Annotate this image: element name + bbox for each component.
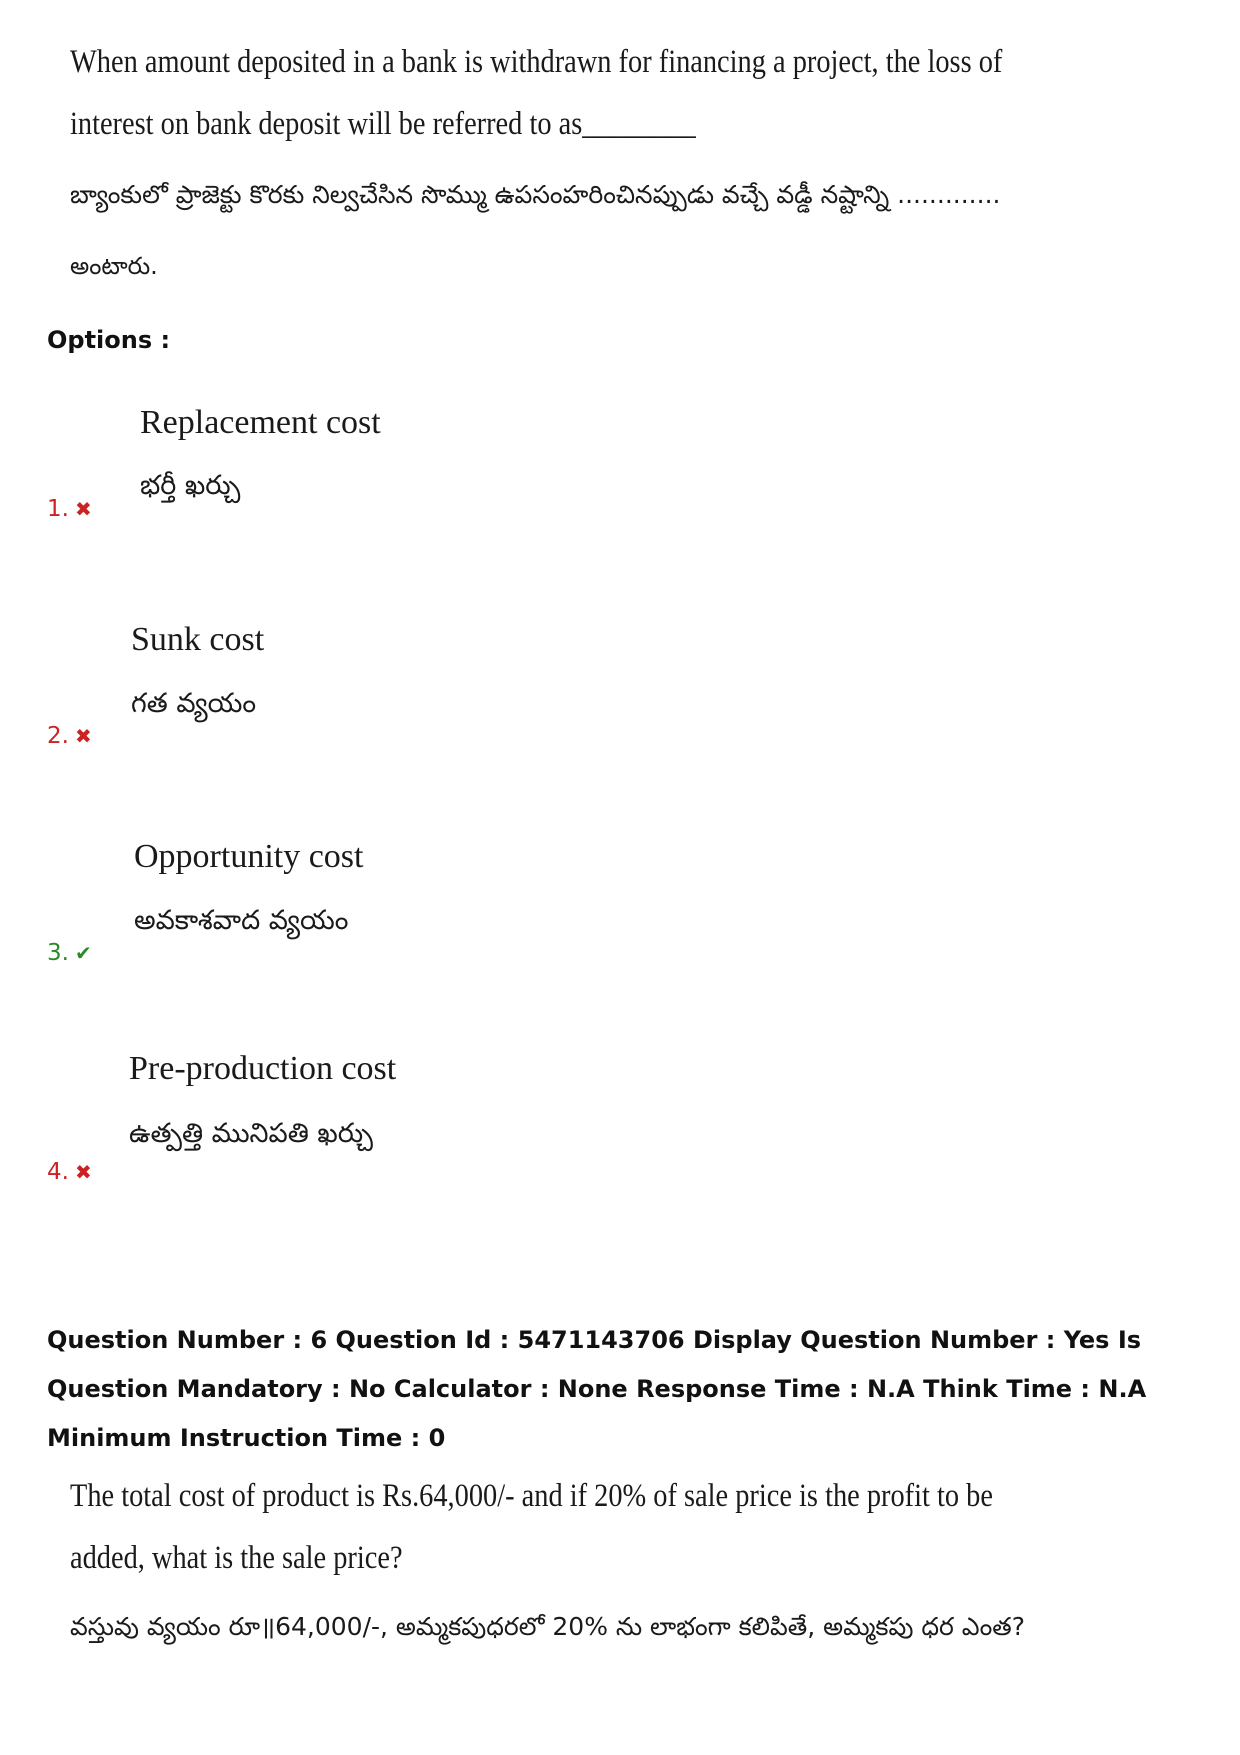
option-1-text-en: Replacement cost bbox=[140, 404, 381, 441]
option-4-text-te: ఉత్పత్తి మునిపతి ఖర్చు bbox=[129, 1118, 373, 1149]
option-3-text-en: Opportunity cost bbox=[134, 838, 364, 875]
option-4-number bbox=[47, 1159, 92, 1185]
option-3-text-te: అవకాశవాద వ్యయం bbox=[134, 905, 349, 936]
option-number: 2. bbox=[47, 723, 69, 749]
option-2-text-te: గత వ్యయం bbox=[131, 688, 257, 719]
option-1-text-te: భర్తీ ఖర్చు bbox=[140, 470, 241, 501]
question-text-te-line1: బ్యాంకులో ప్రాజెక్టు కొరకు నిల్వచేసిన సొమ్ము ఉపసంహరించినప్పుడు వచ్చే వడ్డీ నష్టాన్ని ............. bbox=[70, 180, 1001, 209]
option-number: 1. bbox=[47, 496, 69, 522]
question-6-text-te-line1: వస్తువు వ్యయం రూ॥64,000/-, అమ్మకపుధరలో 20% ను లాభంగా కలిపితే, అమ్మకపు ధర ఎంత? bbox=[70, 1612, 1025, 1641]
option-2-text-en: Sunk cost bbox=[131, 621, 265, 658]
option-3-number bbox=[47, 940, 92, 966]
option-number: 3. bbox=[47, 940, 69, 966]
question-text-en-line2: interest on bank deposit will be referred to as________ bbox=[70, 106, 696, 142]
question-6-text-en-line1: The total cost of product is Rs.64,000/- and if 20% of sale price is the profit to be bbox=[70, 1478, 993, 1514]
option-number: 4. bbox=[47, 1159, 69, 1185]
question-6-text-en-line2: added, what is the sale price? bbox=[70, 1540, 403, 1576]
cross-icon: ✖ bbox=[74, 724, 92, 748]
question-text-te-line2: అంటారు. bbox=[70, 252, 158, 280]
cross-icon: ✖ bbox=[74, 1160, 92, 1184]
question-6-meta: Question Number : 6 Question Id : 5471143706 Display Question Number : Yes Is Question Mandatory : No Calculator : None Response Time : N.A Think Time : N.A Minimum Instruction Time : 0 bbox=[47, 1326, 1147, 1452]
option-2-number bbox=[47, 723, 92, 749]
check-icon: ✔ bbox=[74, 941, 92, 965]
options-label: Options : bbox=[47, 326, 171, 354]
option-4-text-en: Pre-production cost bbox=[129, 1050, 397, 1087]
cross-icon: ✖ bbox=[74, 497, 92, 521]
option-1-number bbox=[47, 496, 92, 522]
question-text-en-line1: When amount deposited in a bank is withdrawn for financing a project, the loss of bbox=[70, 44, 1003, 80]
